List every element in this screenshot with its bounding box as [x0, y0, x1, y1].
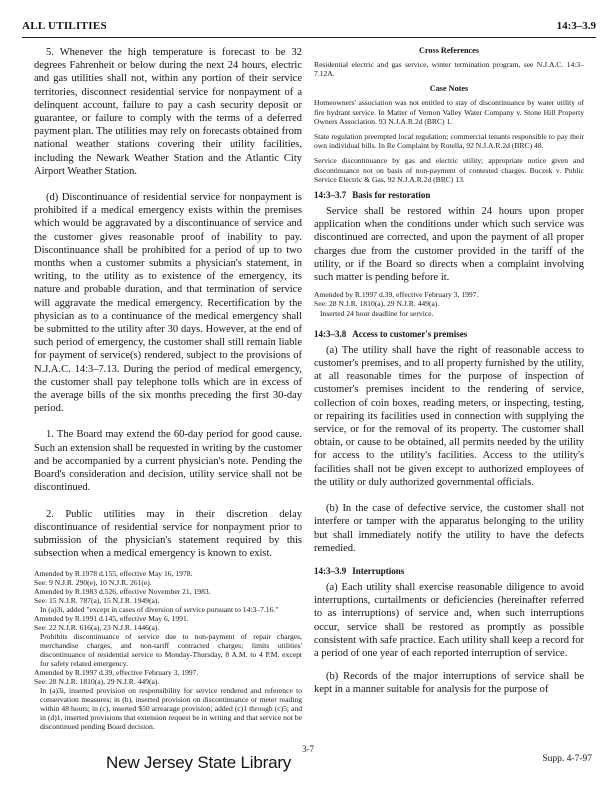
history-note: Prohibits discontinuance of service due to non-payment of repair charges, merchandise charges, and non-tariff contracted charges; limits utilities' discontinuance of residential service to Monday-Thursday, 8 A.M. to 4 P.M. except for safety related emergency.	[40, 632, 302, 669]
history-note: Amended by R.1991 d.145, effective May 6, 1991.	[34, 614, 189, 624]
paragraph-5: 5. Whenever the high temperature is forecast to be 32 degrees Fahrenheit or below during the next 24 hours, electric and gas utilities shall not, within any portion of their service territories, disconnect residential service for nonpayment of a delinquent account, failure to pay a cash security deposit or guarantee, or failure to comply with the terms of a deferred payment plan. The utilities may rely on forecasts obtained from national weather stations covering their utility facilities, including the Newark Weather Station and the Atlantic City Airport Weather Station.	[34, 47, 302, 177]
history-note: See: 22 N.J.R. 616(a), 23 N.J.R. 1446(a).	[34, 623, 160, 633]
section-number: 14:3–3.8	[314, 328, 347, 339]
history-note: See: 15 N.J.R. 787(a), 15 N.J.R. 1949(a).	[34, 596, 160, 606]
header-section-range: 14:3–3.9	[556, 20, 596, 32]
page-number: 3-7	[302, 744, 314, 754]
history-note: In (a)3i, inserted provision on responsibility for service rendered and reference to conservation measures; in (b), inserted provision on discontinuance or meter reading within 48 hours; in (c), inserted $50 arrearage provision; added (c)1 through (c)5; and in (d)1, inserted provisions that extension request be in writing and that service not be discontinued pending Board decision.	[40, 686, 302, 732]
section-heading-3-9	[314, 566, 584, 576]
case-notes-title: Case Notes	[429, 84, 469, 94]
case-note: Service discontinuance by gas and electric utility; appropriate notice given and discontinuance not on basis of non-payment of contested charges. Buczek v. Public Service Electric & Gas, 92 N.J.A.R.2d (BRC) 13.	[314, 156, 584, 184]
section-title: Access to customer's premises	[352, 328, 468, 339]
paragraph-d-1: 1. The Board may extend the 60-day period for good cause. Such an extension shall be requested in writing by the customer and be accompanied by a current physician's note. Pending the Board's consideration and decision, utility service shall not be discontinued.	[34, 429, 302, 494]
section-number: 14:3–3.9	[314, 565, 347, 576]
history-note: See: 28 N.J.R. 1810(a), 29 N.J.R. 449(a).	[34, 677, 160, 687]
header-title: ALL UTILITIES	[22, 20, 107, 32]
section-3-9-a: (a) Each utility shall exercise reasonable diligence to avoid interruptions, curtailments or deficiencies (hereinafter referred to as interruptions) of service and, when such interruptions occur, service shall be restored as promptly as possible consistent with safe practice. Each utility shall keep a record for a period of one year of each reported interruption of service.	[314, 581, 584, 659]
history-note: See: 9 N.J.R. 290(e), 10 N.J.R. 261(e).	[34, 578, 152, 588]
paragraph-d-2: 2. Public utilities may in their discretion delay discontinuance of residential service for nonpayment prior to submission of the physician's statement required by this subsection when a medical emergency is known to exist.	[34, 508, 302, 560]
paragraph-d: (d) Discontinuance of residential service for nonpayment is prohibited if a medical emergency exists within the premises which would be aggravated by a discontinuance of service and the customer gives reasonable proof of inability to pay. Discontinuance shall be prohibited for a period of up to two months when a customer submits a physician's statement, in writing, to the utility as to existence of the emergency, its nature and probable duration, and that termination of service will aggravate the medical emergency. Recertification by the physician as to a continuance of the medical emergency shall be submitted to the utility after 30 days. However, at the end of such period of emergency, the customer shall still remain liable for payment of service(s) rendered, subject to the provisions of N.J.A.C. 14:3–7.13. During the period of medical emergency, the customer shall pay telephone tolls which are in excess of the average bills of the six months preceding the first 30-day period.	[34, 192, 302, 415]
section-number: 14:3–3.7	[314, 190, 347, 201]
section-3-7-text: Service shall be restored within 24 hours upon proper application when the conditions under which such service was discontinued are corrected, and upon the payment of all proper charges due from the customer provided in the tariff of the utility, or if the Board so directs when a complaint involving such matter is pending before it.	[314, 206, 584, 284]
supplement-date: Supp. 4-7-97	[542, 754, 592, 764]
section-heading-3-7	[314, 190, 584, 200]
history-note: Amended by R.1997 d.39, effective February 3, 1997.	[314, 290, 479, 300]
history-notes	[34, 569, 302, 731]
section-3-8-b: (b) In the case of defective service, the customer shall not interfere or tamper with the apparatus belonging to the utility but shall immediately notify the utility to have the defects remedied.	[314, 503, 584, 554]
history-note: See: 28 N.J.R. 1810(a), 29 N.J.R. 449(a).	[314, 299, 440, 309]
left-column	[34, 46, 302, 731]
history-note: Amended by R.1978 d.155, effective May 16, 1978.	[34, 569, 193, 579]
cross-references-title: Cross References	[419, 46, 479, 55]
history-note: Amended by R.1997 d.39, effective February 3, 1997.	[34, 668, 199, 678]
case-note: Homeowners' association was not entitled to stay of discontinuance by water utility of fire hydrant service. In Matter of Vernon Valley Water Company v. Stone Hill Property Owners Association. 93 N.J.A.R.2d (BRC) 1.	[314, 98, 584, 126]
history-note: In (a)3i, added "except in cases of diversion of service pursuant to 14:3–7.16."	[40, 605, 279, 615]
section-title: Interruptions	[352, 565, 405, 576]
cross-references-text: Residential electric and gas service, winter termination program, see N.J.A.C. 14:3–7.12A.	[314, 60, 584, 79]
library-stamp: New Jersey State Library	[106, 753, 292, 772]
section-heading-3-8	[314, 329, 584, 339]
section-3-8-a: (a) The utility shall have the right of reasonable access to customer's premises, and to all property furnished by the utility, at all reasonable times for the purpose of inspection of customer's premises incident to the rendering of service, collection of coin boxes, reading meters, or inspecting, testing, or repairing its facilities used in connection with supplying the service, or for the removal of its property. The customer shall obtain, or cause to be obtained, all permits needed by the utility for access to the utility's facilities. Access to the utility's facilities shall not be given except to authorized employees of the utility or duly authorized governmental officials.	[314, 344, 584, 488]
case-note: State regulation preempted local regulation; commercial tenants responsible to pay their own individual bills. In Re Complaint by Rotella, 92 N.J.A.R.2d (BRC) 48.	[314, 132, 584, 151]
section-title: Basis for restoration	[352, 190, 431, 201]
history-note: Amended by R.1983 d.526, effective November 21, 1983.	[34, 587, 211, 597]
header-rule	[22, 37, 596, 38]
right-column	[314, 46, 584, 697]
section-3-9-b: (b) Records of the major interruptions of service shall be kept in a manner suitable for analysis for the purpose of	[314, 671, 584, 696]
history-note: Inserted 24 hour deadline for service.	[320, 308, 434, 318]
